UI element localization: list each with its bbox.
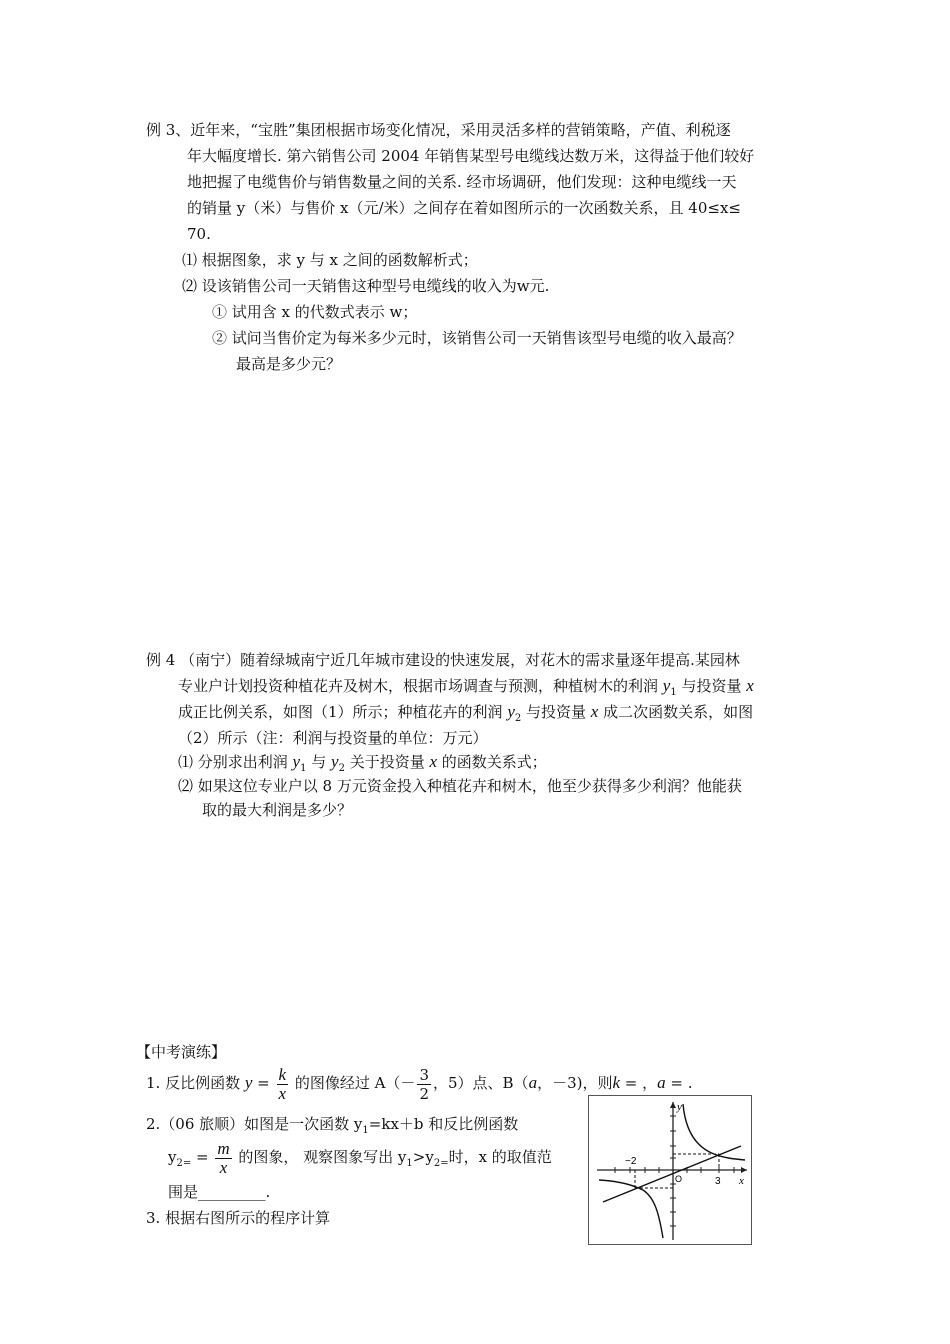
ex4-question-1: ⑴ 分别求出利润 $y_1$ 与 $y_2$ 关于投资量 x 的函数关系式； (178, 752, 547, 774)
x-axis-arrow (741, 1167, 747, 1173)
ex3-line-5: 70. (187, 225, 211, 243)
ex4-line-1: 例 4 （南宁）随着绿城南宁近几年城市建设的快速发展，对花木的需求量逐年提高.某园林 (146, 651, 740, 669)
ex3-line-4: 的销量 y（米）与售价 x（元/米）之间存在着如图所示的一次函数关系，且 40≤x≤ (187, 199, 741, 217)
ex3-line-2: 年大幅度增长. 第六销售公司 2004 年销售某型号电缆线达数万米，这得益于他们较好 (187, 147, 755, 165)
fraction-k-over-x: $\frac{k}{x}$ (278, 1064, 287, 1103)
x-axis-label: x (739, 1175, 744, 1187)
y-axis-label: y (677, 1101, 682, 1113)
practice-problem-1: 1. 反比例函数 y = $\frac{k}{x}$ 的图像经过 A（－ $\frac{3}{2}$ ，5）点、B（a，－3)，则k = ，a = . (146, 1064, 693, 1103)
linear-function-line (603, 1146, 741, 1202)
practice-problem-2-line-2: $y_{2=}$ = $\frac{m}{x}$ 的图象， 观察图象写出 $y_1>y_{2=}$时，x 的取值范 (168, 1138, 552, 1177)
ex3-line-1: 例 3、近年来，“宝胜”集团根据市场变化情况，采用灵活多样的营销策略，产值、利税逐 (146, 121, 731, 139)
ex3-question-2: ⑵ 设该销售公司一天销售这种型号电缆线的收入为w元. (182, 277, 550, 295)
y-axis-arrow (670, 1102, 676, 1108)
ex4-line-2: 专业户计划投资种植花卉及树木，根据市场调查与预测，种植树木的利润 $y_1$ 与投资量 x (178, 676, 754, 698)
origin-label: O (675, 1174, 683, 1184)
ex4-line-4: （2）所示（注：利润与投资量的单位：万元） (178, 729, 488, 747)
ex4-line-3: 成正比例关系，如图（1）所示；种植花卉的利润 $y_2$ 与投资量 x 成二次函数关系，如图 (178, 702, 754, 724)
ex3-question-2b-cont: 最高是多少元？ (236, 355, 342, 373)
tick-label-3: 3 (715, 1176, 721, 1187)
hyperbola-branch-upper (683, 1104, 745, 1160)
tick-label-neg2: −2 (625, 1156, 637, 1167)
fraction-m-over-x: $\frac{m}{x}$ (217, 1138, 230, 1177)
fraction-3-over-2: $\frac{3}{2}$ (419, 1065, 429, 1103)
practice-problem-2-line-1: 2.（06 旅顺）如图是一次函数 $y_1=kx+b$ 和反比例函数 (146, 1115, 519, 1136)
ex3-question-2b: ② 试问当售价定为每米多少元时，该销售公司一天销售该型号电缆的收入最高？ (212, 329, 742, 347)
hyperbola-branch-lower (599, 1180, 663, 1238)
axis-ticks (615, 1116, 734, 1226)
ex3-question-1: ⑴ 根据图象，求 y 与 x 之间的函数解析式； (182, 251, 478, 269)
ex4-question-2: ⑵ 如果这位专业户以 8 万元资金投入种植花卉和树木，他至少获得多少利润？他能获 (178, 777, 742, 795)
practice-problem-2-line-3: 围是_________. (168, 1183, 271, 1201)
practice-title: 【中考演练】 (136, 1043, 227, 1061)
ex3-line-3: 地把握了电缆售价与销售数量之间的关系. 经市场调研，他们发现：这种电缆线一天 (187, 173, 737, 191)
ex3-question-2a: ① 试用含 x 的代数式表示 w； (212, 303, 418, 321)
practice-problem-3: 3. 根据右图所示的程序计算 (146, 1209, 331, 1227)
function-graph-figure (588, 1095, 752, 1245)
function-graph-svg (589, 1096, 751, 1244)
ex4-question-2-cont: 取的最大利润是多少？ (202, 801, 353, 819)
